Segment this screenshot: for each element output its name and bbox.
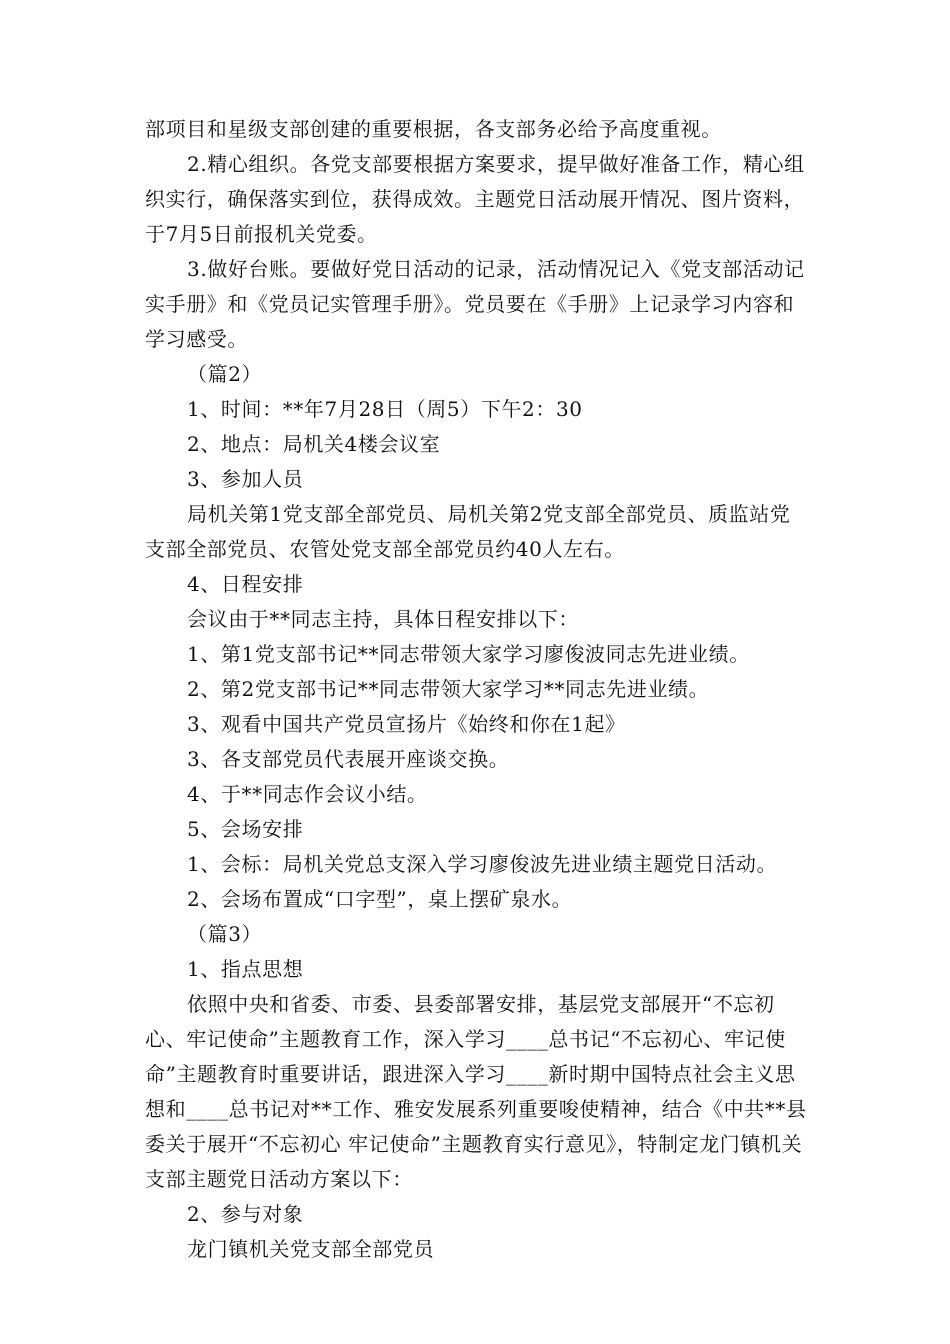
item-location: 2、地点：局机关4楼会议室 [187,432,441,456]
venue-item-1: 1、会标：局机关党总支深入学习廖俊波先进业绩主题党日活动。 [187,852,778,876]
item-participants-heading: 3、参加人员 [187,467,304,491]
item-time: 1、时间：**年7月28日（周5）下午2：30 [187,397,583,421]
paragraph-guiding-thought: 依照中央和省委、市委、县委部署安排，基层党支部展开“不忘初心、牢记使命”主题教育工作，深入学习____总书记“不忘初心、牢记使命”主题教育时重要讲话，跟进深入学习____新时期中国特点社会主义思想和____总书记对**工作、雅安发展系列重要唆使精神，结合《中共**县委关于展开“不忘初心 牢记使命”主题教育实行意见》，特制定龙门镇机关支部主题党日活动方案以下： [145,992,807,1191]
schedule-item-3: 3、观看中国共产党员宣扬片《始终和你在1起》 [187,712,626,736]
venue-item-2: 2、会场布置成“口字型”，桌上摆矿泉水。 [187,887,573,911]
paragraph-ledger: 3.做好台账。要做好党日活动的记录，活动情况记入《党支部活动记实手册》和《党员记实管理手册》。党员要在《手册》上记录学习内容和学习感受。 [145,257,805,351]
section-heading-part-2: （篇2） [187,362,263,386]
schedule-item-2: 2、第2党支部书记**同志带领大家学习**同志先进业绩。 [187,677,710,701]
paragraph-participants: 局机关第1党支部全部党员、局机关第2党支部全部党员、质监站党支部全部党员、农管处党支部全部党员约40人左右。 [145,502,791,561]
schedule-item-4: 3、各支部党员代表展开座谈交换。 [187,747,510,771]
item-target-heading: 2、参与对象 [187,1202,304,1226]
item-venue-heading: 5、会场安排 [187,817,304,841]
schedule-item-1: 1、第1党支部书记**同志带领大家学习廖俊波同志先进业绩。 [187,642,750,666]
item-guiding-thought-heading: 1、指点思想 [187,957,304,981]
document-body [145,112,810,1267]
paragraph-target: 龙门镇机关党支部全部党员 [187,1237,435,1261]
paragraph-careful-organization: 2.精心组织。各党支部要根据方案要求，提早做好准备工作，精心组织实行，确保落实到位，获得成效。主题党日活动展开情况、图片资料，于7月5日前报机关党委。 [145,152,805,246]
schedule-item-5: 4、于**同志作会议小结。 [187,782,428,806]
paragraph-continuation: 部项目和星级支部创建的重要根据，各支部务必给予高度重视。 [145,117,722,141]
paragraph-schedule-intro: 会议由于**同志主持，具体日程安排以下： [187,607,579,631]
item-schedule-heading: 4、日程安排 [187,572,304,596]
section-heading-part-3: （篇3） [187,922,263,946]
